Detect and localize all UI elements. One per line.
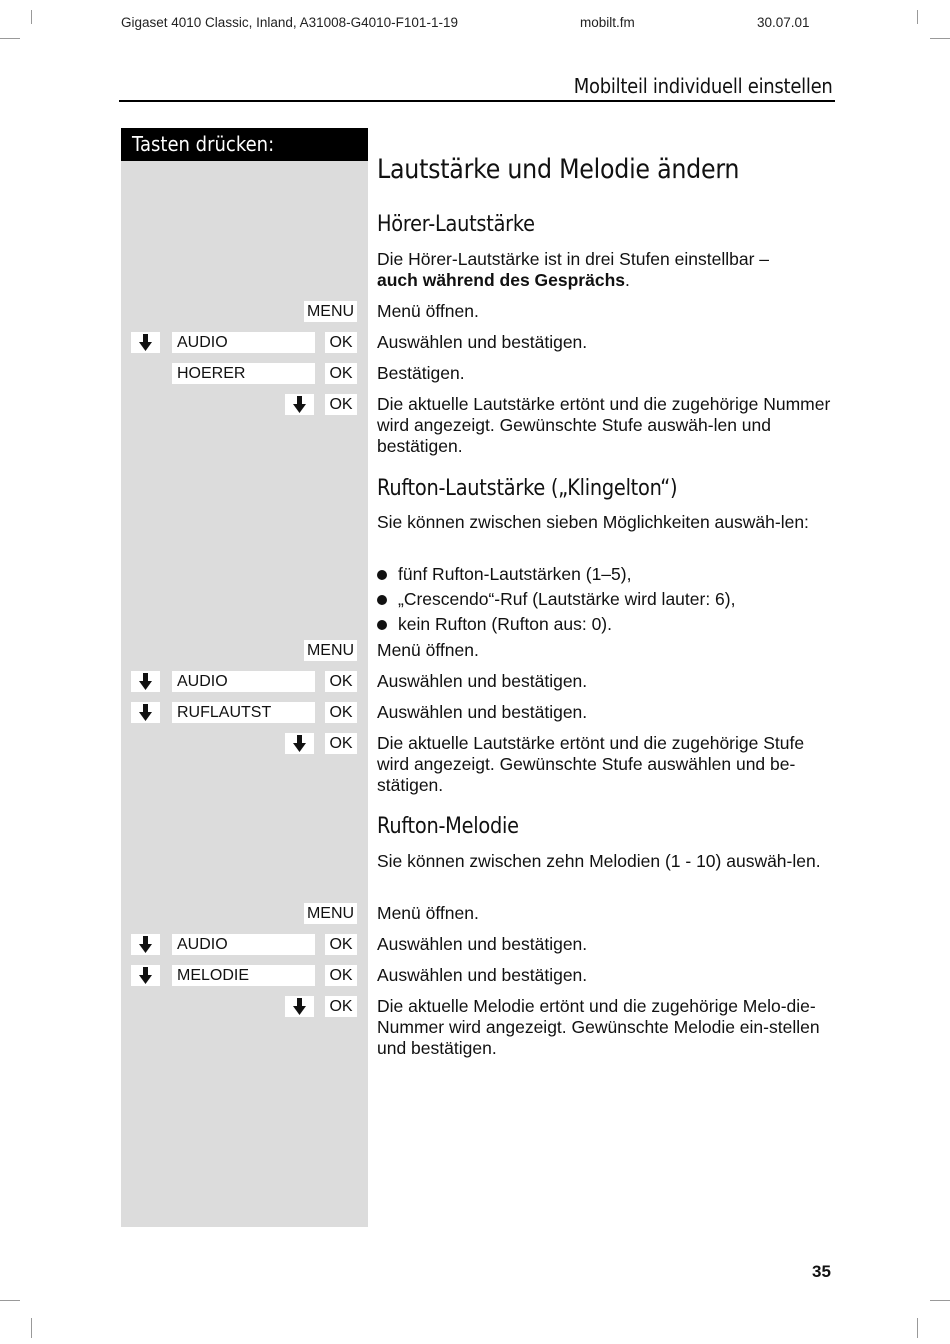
step-text: Auswählen und bestätigen. bbox=[377, 702, 588, 722]
crop-mark bbox=[930, 38, 950, 39]
arrow-down-icon[interactable] bbox=[131, 934, 160, 955]
file-name: mobilt.fm bbox=[580, 15, 635, 30]
crop-mark bbox=[917, 1318, 918, 1338]
key-column-heading: Tasten drücken: bbox=[121, 128, 368, 161]
crop-mark bbox=[930, 1300, 950, 1301]
document-id: Gigaset 4010 Classic, Inland, A31008-G4010-F101-1-19 bbox=[121, 15, 458, 30]
display-text: AUDIO bbox=[172, 671, 315, 692]
arrow-down-icon[interactable] bbox=[285, 996, 314, 1017]
menu-key[interactable]: MENU bbox=[304, 903, 357, 924]
arrow-down-icon[interactable] bbox=[131, 702, 160, 723]
page-title: Lautstärke und Melodie ändern bbox=[377, 154, 740, 185]
menu-key[interactable]: MENU bbox=[304, 301, 357, 322]
crop-mark bbox=[31, 1318, 32, 1338]
section-heading: Rufton-Melodie bbox=[377, 814, 519, 839]
ok-key[interactable]: OK bbox=[325, 733, 357, 754]
arrow-down-icon[interactable] bbox=[285, 733, 314, 754]
display-text: MELODIE bbox=[172, 965, 315, 986]
bullet-dot-icon bbox=[377, 620, 387, 630]
step-text: Menü öffnen. bbox=[377, 301, 479, 321]
ok-key[interactable]: OK bbox=[325, 332, 357, 353]
step-text: Auswählen und bestätigen. bbox=[377, 934, 588, 954]
crop-mark bbox=[31, 10, 32, 24]
arrow-down-icon[interactable] bbox=[131, 671, 160, 692]
menu-key[interactable]: MENU bbox=[304, 640, 357, 661]
step-text: Auswählen und bestätigen. bbox=[377, 332, 588, 352]
step-text: Auswählen und bestätigen. bbox=[377, 671, 588, 691]
crop-mark bbox=[917, 10, 918, 24]
display-text: RUFLAUTST bbox=[172, 702, 315, 723]
step-text: Bestätigen. bbox=[377, 363, 465, 383]
bullet-dot-icon bbox=[377, 595, 387, 605]
section-intro: Die Hörer-Lautstärke ist in drei Stufen einstellbar – auch während des Gesprächs. bbox=[377, 249, 769, 290]
display-text: HOERER bbox=[172, 363, 315, 384]
step-text: Menü öffnen. bbox=[377, 903, 479, 923]
step-text: Die aktuelle Lautstärke ertönt und die zugehörige Stufe wird angezeigt. Gewünschte Stufe auswählen und be-stätigen. bbox=[377, 733, 805, 795]
crop-mark bbox=[0, 1300, 20, 1301]
page-number: 35 bbox=[812, 1262, 831, 1281]
bullet-dot-icon bbox=[377, 570, 387, 580]
section-heading: Hörer-Lautstärke bbox=[377, 212, 535, 237]
ok-key[interactable]: OK bbox=[325, 996, 357, 1017]
header-rule bbox=[119, 100, 835, 102]
arrow-down-icon[interactable] bbox=[285, 394, 314, 415]
crop-mark bbox=[0, 38, 20, 39]
arrow-down-icon[interactable] bbox=[131, 965, 160, 986]
step-text: Die aktuelle Melodie ertönt und die zugehörige Melo-die-Nummer wird angezeigt. Gewünschte Melodie ein-stellen und bestätigen. bbox=[377, 996, 820, 1058]
document-date: 30.07.01 bbox=[757, 15, 810, 30]
ok-key[interactable]: OK bbox=[325, 363, 357, 384]
step-text: Die aktuelle Lautstärke ertönt und die zugehörige Nummer wird angezeigt. Gewünschte Stufe auswäh-len und bestätigen. bbox=[377, 394, 831, 456]
section-heading: Rufton-Lautstärke („Klingelton“) bbox=[377, 476, 678, 501]
step-text: Menü öffnen. bbox=[377, 640, 479, 660]
ok-key[interactable]: OK bbox=[325, 965, 357, 986]
chapter-title: Mobilteil individuell einstellen bbox=[574, 74, 833, 98]
step-text: Auswählen und bestätigen. bbox=[377, 965, 588, 985]
section-intro: Sie können zwischen sieben Möglichkeiten auswäh-len: bbox=[377, 512, 809, 532]
ok-key[interactable]: OK bbox=[325, 671, 357, 692]
ok-key[interactable]: OK bbox=[325, 394, 357, 415]
display-text: AUDIO bbox=[172, 332, 315, 353]
ok-key[interactable]: OK bbox=[325, 934, 357, 955]
display-text: AUDIO bbox=[172, 934, 315, 955]
arrow-down-icon[interactable] bbox=[131, 332, 160, 353]
section-intro: Sie können zwischen zehn Melodien (1 - 10) auswäh-len. bbox=[377, 851, 821, 871]
ok-key[interactable]: OK bbox=[325, 702, 357, 723]
